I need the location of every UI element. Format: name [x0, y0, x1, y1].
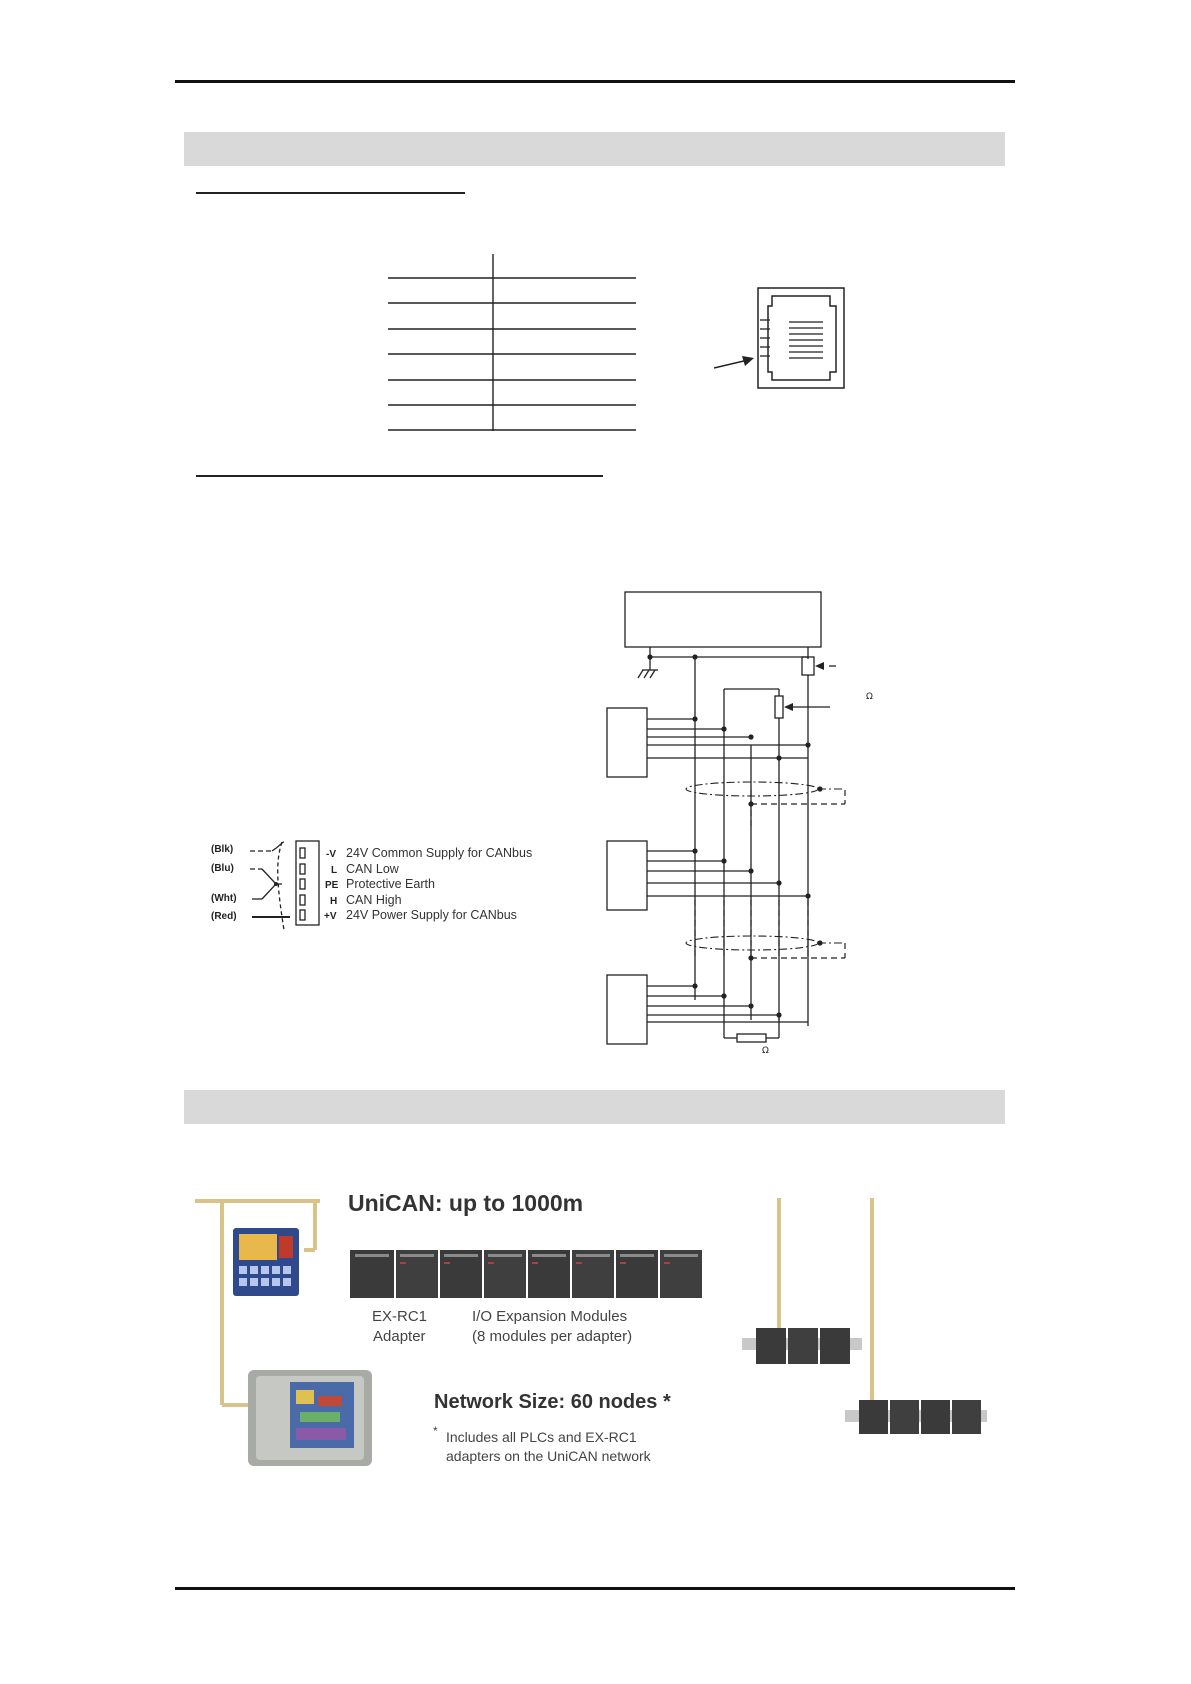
wire-label-blk: (Blk) [211, 844, 234, 855]
omega-label-top: Ω [866, 692, 873, 702]
expansion-module-row [350, 1250, 702, 1298]
modules-label: I/O Expansion Modules [472, 1308, 628, 1325]
wire-label-blu: (Blu) [211, 863, 234, 874]
pin-desc-common-supply: 24V Common Supply for CANbus [346, 846, 533, 860]
remote-module-group-1 [742, 1328, 862, 1364]
footnote-line-2: adapters on the UniCAN network [446, 1448, 651, 1464]
plc-controller-icon [233, 1228, 299, 1296]
pin-code-l: L [331, 865, 338, 876]
footnote-line-1: Includes all PLCs and EX-RC1 [446, 1429, 637, 1445]
adapter-label: EX-RC1 [372, 1308, 428, 1325]
network-size-title: Network Size: 60 nodes * [434, 1391, 671, 1413]
modules-sublabel: (8 modules per adapter) [472, 1328, 633, 1345]
adapter-sublabel: Adapter [373, 1328, 426, 1345]
pin-desc-can-high: CAN High [346, 893, 402, 907]
pin-code-h: H [330, 896, 338, 907]
omega-label-bottom: Ω [762, 1046, 769, 1056]
pin-desc-power-supply: 24V Power Supply for CANbus [346, 908, 517, 922]
wire-label-wht: (Wht) [211, 893, 237, 904]
network-title: UniCAN: up to 1000m [348, 1190, 584, 1216]
hmi-panel-icon [248, 1370, 372, 1466]
pin-code-pe: PE [325, 880, 339, 891]
pin-desc-can-low: CAN Low [346, 862, 399, 876]
pin-code-plus-v: +V [324, 911, 337, 922]
wire-label-red: (Red) [211, 911, 237, 922]
pin-desc-protective-earth: Protective Earth [346, 877, 435, 891]
footnote-star: * [433, 1424, 438, 1438]
pin-code-minus-v: -V [326, 849, 336, 860]
remote-module-group-2 [845, 1400, 987, 1434]
